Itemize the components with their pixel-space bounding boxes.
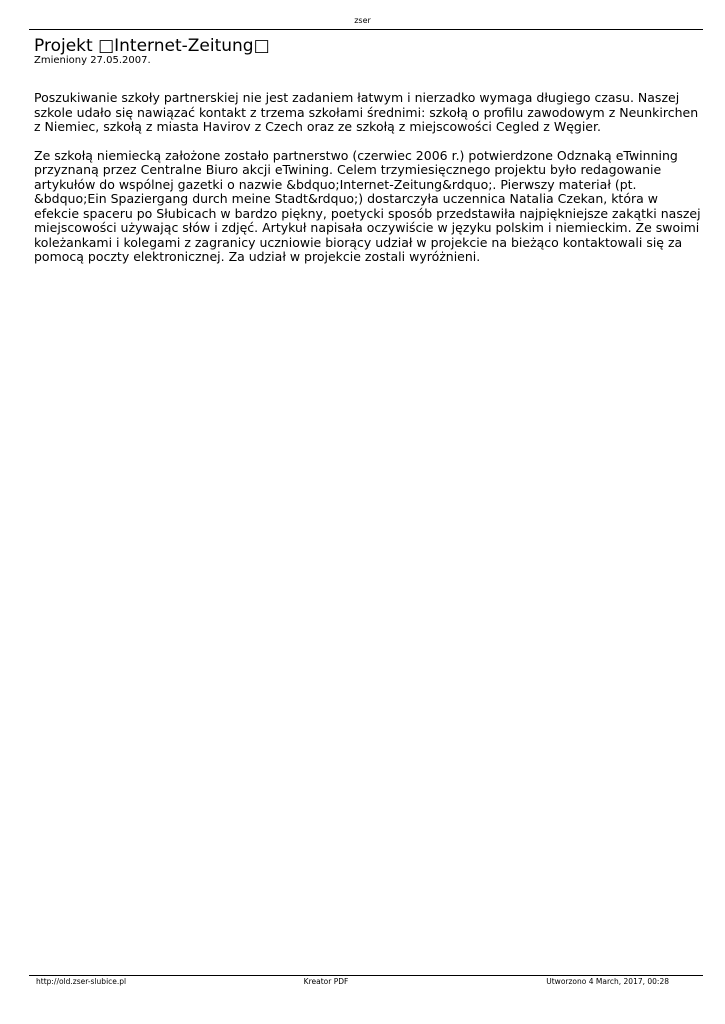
article-paragraph: Poszukiwanie szkoły partnerskiej nie jest zadaniem łatwym i nierzadko wymaga długiego czasu. Naszej szkole udało się nawiązać kontakt z trzema szkołami średnimi: szkołą o profilu zawodowym z Neunkirchen z Niemiec, szkołą z miasta Havirov z Czech oraz ze szkołą z miejscowości Cegled z Węgier. <box>34 90 699 134</box>
article-paragraph: Ze szkołą niemiecką założone zostało partnerstwo (czerwiec 2006 r.) potwierdzone Odznaką eTwinning przyznaną przez Centralne Biuro akcji eTwining. Celem trzymiesięcznego projektu było redagowanie artykułów do wspólnej gazetki o nazwie &bdquo;Internet-Zeitung&rdquo;. Pierwszy materiał (pt. &bdquo;Ein Spaziergang durch meine Stadt&rdquo;) dostarczyła uczennica Natalia Czekan, która w efekcie spaceru po Słubicach w bardzo piękny, poetycki sposób przedstawiła najpiękniejsze zakątki naszej miejscowości używając słów i zdjęć. Artykuł napisała oczywiście w języku polskim i niemieckim. Ze swoimi koleżankami i kolegami z zagranicy uczniowie biorący udział w projekcie na bieżąco kontaktowali się za pomocą poczty elektronicznej. Za udział w projekcie zostali wyróżnieni. <box>34 147 701 264</box>
article-content <box>34 91 702 279</box>
article-updated-date: Zmieniony 27.05.2007. <box>34 55 151 66</box>
footer-created-date: Utworzono 4 March, 2017, 00:28 <box>546 977 669 986</box>
header-label: zser <box>354 16 371 25</box>
footer-divider <box>29 975 703 976</box>
article-title: Projekt □Internet-Zeitung□ <box>34 36 270 56</box>
footer-generator: Kreator PDF <box>303 977 349 986</box>
header-divider <box>29 29 703 30</box>
footer-url: http://old.zser-slubice.pl <box>36 977 127 986</box>
